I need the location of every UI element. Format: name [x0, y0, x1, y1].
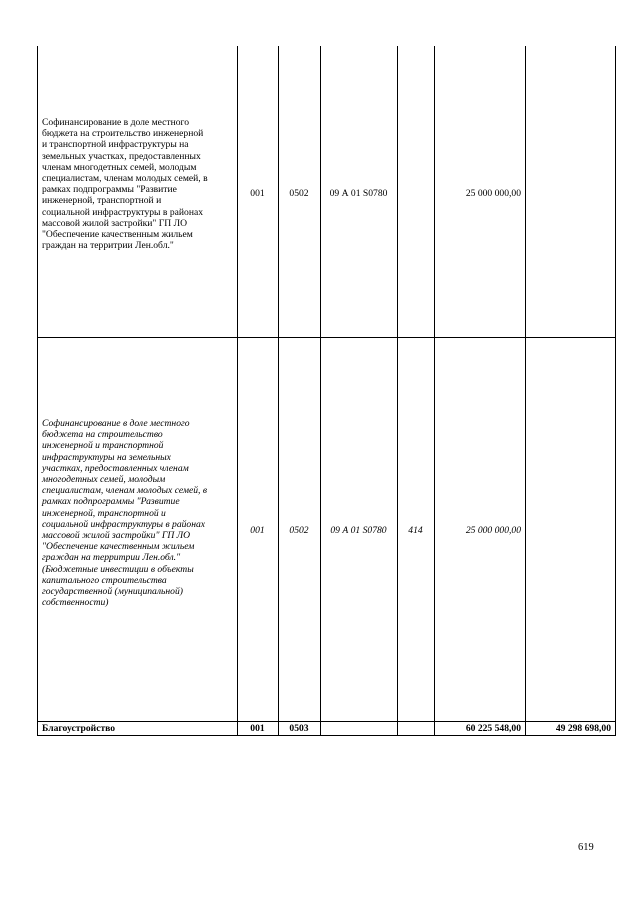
column-divider [278, 46, 279, 736]
row2-sum-year1: 25 000 000,00 [465, 525, 521, 536]
page-number: 619 [578, 842, 594, 853]
row2-ministry-code: 001 [250, 525, 265, 536]
row2-description: Софинансирование в доле местного бюджета на строительство инженерной и транспортной инфраструктуры на земельных участках, предоставленных членам многодетных семей, молодым специалистам, членам молодых семей, в рамках подпрограммы "Развитие инженерной, транспортной и социальной инфраструктуры в районах массовой жилой застройки" ГП ЛО "Обеспечение качественным жильем граждан на территрии Лен.обл." (Бюджетные инвестиции в объекты капитального строительства государственной (муниципальной) собственности) [42, 418, 207, 609]
row1-description: Софинансирование в доле местного бюджета на строительство инженерной и транспортной инфраструктуры на земельных участках, предоставленных членам многодетных семей, молодым специалистам, членам молодых семей, в рамках подпрограммы "Развитие инженерной, транспортной и социальной инфраструктуры в районах массовой жилой застройки" ГП ЛО "Обеспечение качественным жильем граждан на территрии Лен.обл." [42, 117, 208, 252]
row-divider [37, 735, 616, 736]
row1-section-code: 0502 [289, 188, 309, 199]
row3-sum-year2: 49 298 698,00 [555, 723, 611, 734]
row3-description: Благоустройство [42, 723, 116, 734]
row2-expense-type: 414 [408, 525, 423, 536]
row2-target-code: 09 А 01 S0780 [330, 525, 387, 536]
row2-section-code: 0502 [289, 525, 309, 536]
column-divider [525, 46, 526, 736]
row1-ministry-code: 001 [250, 188, 265, 199]
column-divider [397, 46, 398, 736]
column-divider [434, 46, 435, 736]
row-divider [37, 337, 616, 338]
row3-ministry-code: 001 [250, 723, 265, 734]
row1-target-code: 09 А 01 S0780 [329, 188, 388, 199]
budget-table [37, 46, 616, 736]
column-divider [615, 46, 616, 736]
column-divider [237, 46, 238, 736]
column-divider [320, 46, 321, 736]
row-divider [37, 721, 616, 722]
row1-sum-year1: 25 000 000,00 [465, 188, 521, 199]
row3-sum-year1: 60 225 548,00 [465, 723, 521, 734]
column-divider [37, 46, 38, 736]
row3-section-code: 0503 [289, 723, 309, 734]
